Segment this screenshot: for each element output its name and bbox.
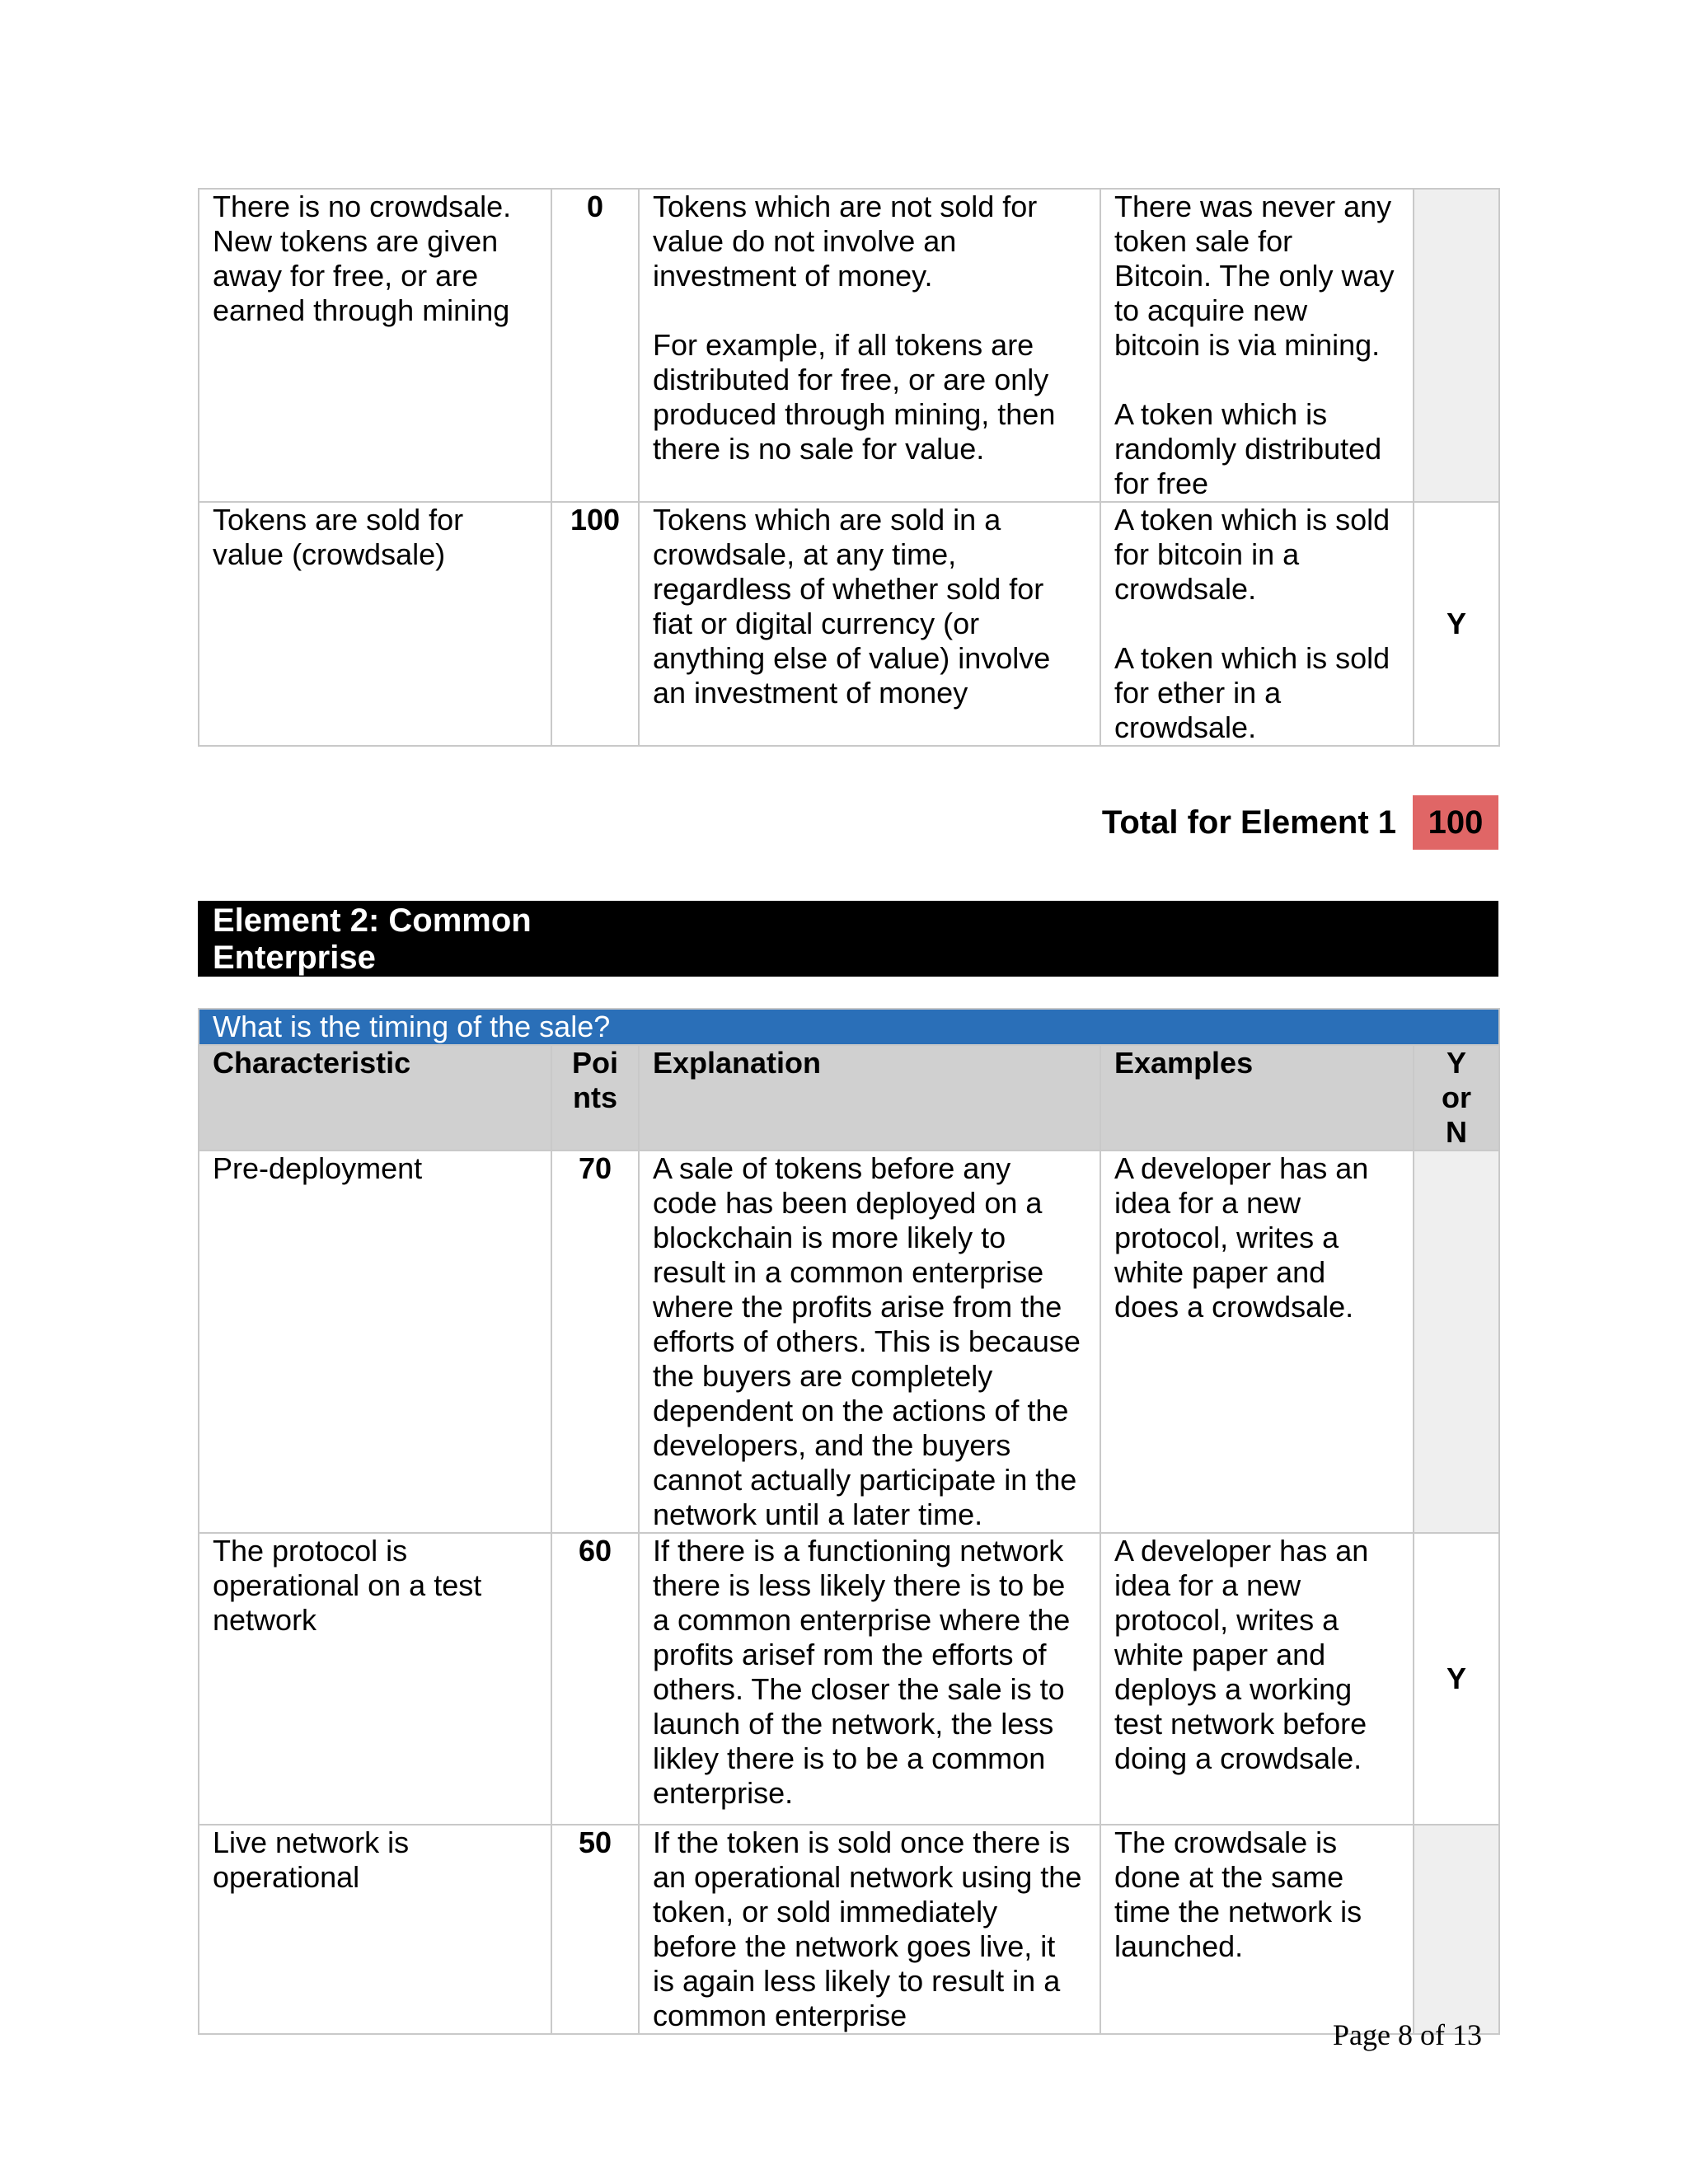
element1-criteria-table xyxy=(198,188,1500,747)
explanation-cell: A sale of tokens before any code has been deployed on a blockchain is more likely to result in a common enterprise where the profits arise from the efforts of others. This is because the buyers are completely dependent on the actions of the developers, and the buyers cannot actually participate in the network until a later time. xyxy=(639,1151,1100,1533)
table-row xyxy=(199,1533,1499,1825)
element1-total xyxy=(1071,795,1498,850)
total-value: 100 xyxy=(1413,795,1498,850)
yes-no-cell[interactable] xyxy=(1414,1825,1499,2034)
element2-header-bar xyxy=(198,901,1498,977)
points-cell: 70 xyxy=(551,1151,639,1533)
explanation-cell: Tokens which are not sold for value do not involve an investment of money. For example, if all tokens are distributed for free, or are only produced through mining, then there is no sale for value. xyxy=(639,189,1100,502)
total-label: Total for Element 1 xyxy=(1101,804,1396,841)
table-row xyxy=(199,189,1499,502)
element2-criteria-table xyxy=(198,1008,1500,2035)
question-row xyxy=(199,1009,1499,1045)
examples-cell: A developer has an idea for a new protocol, writes a white paper and does a crowdsale. xyxy=(1100,1151,1414,1533)
examples-cell: A developer has an idea for a new protocol, writes a white paper and deploys a working test network before doing a crowdsale. xyxy=(1100,1533,1414,1825)
yes-no-cell[interactable]: Y xyxy=(1414,1533,1499,1825)
yes-no-cell[interactable]: Y xyxy=(1414,502,1499,746)
header-explanation: Explanation xyxy=(639,1045,1100,1151)
characteristic-cell: Tokens are sold for value (crowdsale) xyxy=(199,502,551,746)
points-cell: 0 xyxy=(551,189,639,502)
header-row xyxy=(199,1045,1499,1151)
points-cell: 100 xyxy=(551,502,639,746)
explanation-cell: If the token is sold once there is an operational network using the token, or sold immediately before the network goes live, it is again less likely to result in a common enterprise xyxy=(639,1825,1100,2034)
points-cell: 50 xyxy=(551,1825,639,2034)
yes-no-cell[interactable] xyxy=(1414,189,1499,502)
yes-no-cell[interactable] xyxy=(1414,1151,1499,1533)
header-yes-no: Y or N xyxy=(1414,1045,1499,1151)
header-characteristic: Characteristic xyxy=(199,1045,551,1151)
examples-cell: There was never any token sale for Bitcoin. The only way to acquire new bitcoin is via mining. A token which is randomly distributed for free xyxy=(1100,189,1414,502)
characteristic-cell: The protocol is operational on a test network xyxy=(199,1533,551,1825)
table-row xyxy=(199,1151,1499,1533)
examples-cell: A token which is sold for bitcoin in a crowdsale. A token which is sold for ether in a crowdsale. xyxy=(1100,502,1414,746)
table-row xyxy=(199,1825,1499,2034)
characteristic-cell: Pre-deployment xyxy=(199,1151,551,1533)
page-number: Page 8 of 13 xyxy=(1333,2018,1482,2051)
element2-title: Element 2: Common Enterprise xyxy=(213,902,532,976)
characteristic-cell: Live network is operational xyxy=(199,1825,551,2034)
characteristic-cell: There is no crowdsale. New tokens are given away for free, or are earned through mining xyxy=(199,189,551,502)
explanation-cell: Tokens which are sold in a crowdsale, at any time, regardless of whether sold for fiat or digital currency (or anything else of value) involve an investment of money xyxy=(639,502,1100,746)
header-examples: Examples xyxy=(1100,1045,1414,1151)
examples-cell: The crowdsale is done at the same time the network is launched. xyxy=(1100,1825,1414,2034)
table-row xyxy=(199,502,1499,746)
points-cell: 60 xyxy=(551,1533,639,1825)
header-points: Poi nts xyxy=(551,1045,639,1151)
explanation-cell: If there is a functioning network there is less likely there is to be a common enterprise where the profits arisef rom the efforts of others. The closer the sale is to launch of the network, the less likley there is to be a common enterprise. xyxy=(639,1533,1100,1825)
question-text: What is the timing of the sale? xyxy=(199,1009,1499,1045)
